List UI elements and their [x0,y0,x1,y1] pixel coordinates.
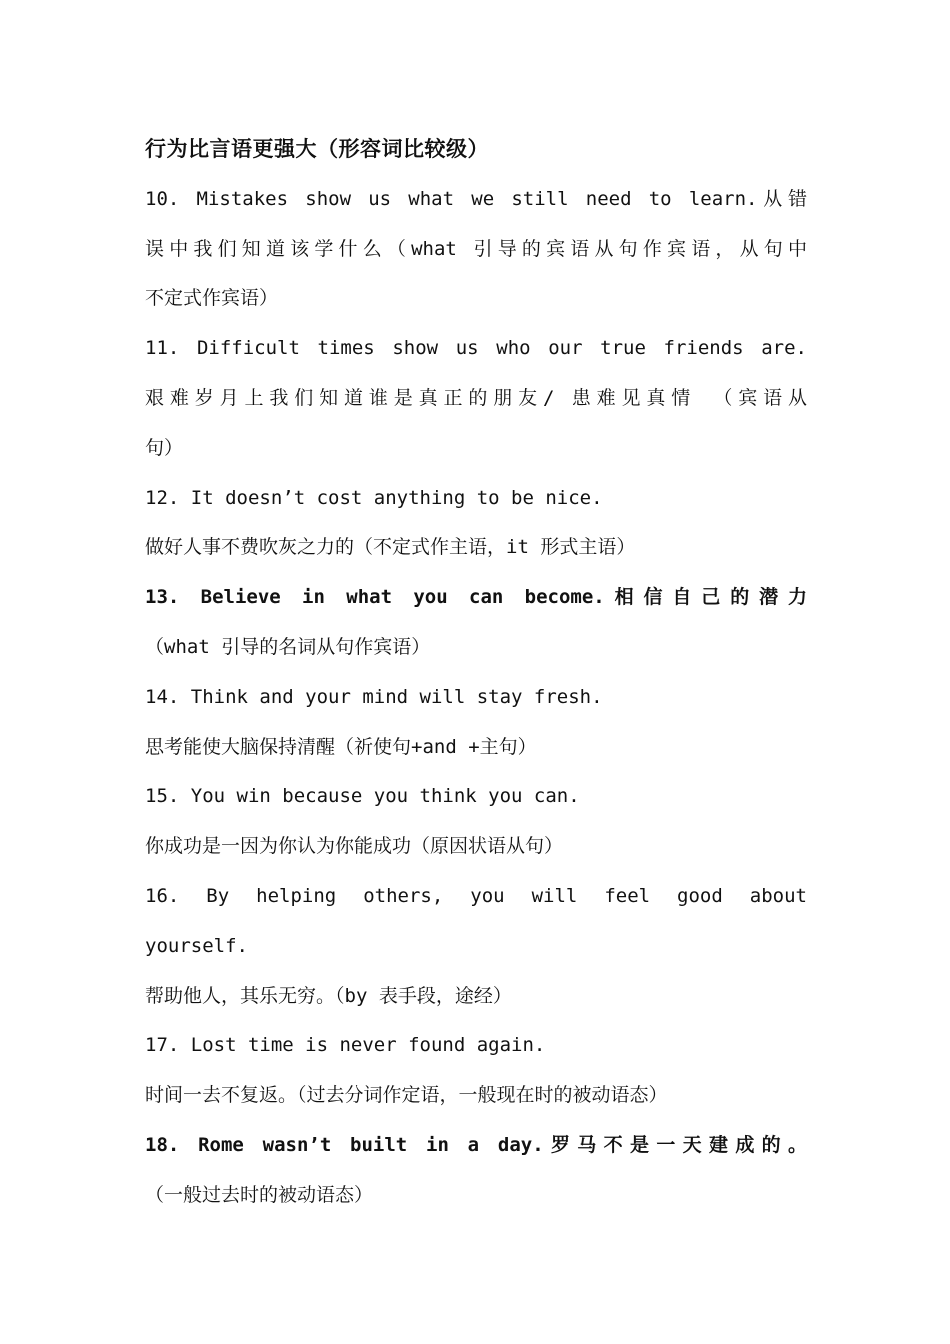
item-16-chinese: 帮助他人，其乐无穷。（by 表手段，途经） [145,984,512,1007]
item-13-english: 13. Believe in what you can become.相信自己的潜力 [145,586,807,609]
item-12-chinese: 做好人事不费吹灰之力的（不定式作主语，it 形式主语） [145,536,636,559]
item-14-chinese: 思考能使大脑保持清醒（祈使句+and +主句） [145,735,537,758]
item-16-english-cont: yourself. [145,934,248,957]
item-18-note: （一般过去时的被动语态） [145,1183,374,1206]
item-10-english: 10. Mistakes show us what we still need to learn.从错 [145,187,807,210]
item-17-english: 17. Lost time is never found again. [145,1034,546,1057]
item-12-english: 12. It doesn’t cost anything to be nice. [145,486,603,509]
item-10-chinese: 误中我们知道该学什么（what 引导的宾语从句作宾语，从句中 [145,237,807,260]
item-15-chinese: 你成功是一因为你认为你能成功（原因状语从句） [145,835,564,858]
document-page [145,125,807,1221]
item-14-english: 14. Think and your mind will stay fresh. [145,685,603,708]
item-10-note: 不定式作宾语） [145,287,279,310]
item-18-english: 18. Rome wasn’t built in a day.罗马不是一天建成的。 [145,1133,807,1156]
item-11-english: 11. Difficult times show us who our true friends are. [145,337,807,360]
item-13-note: （what 引导的名词从句作宾语） [145,635,431,658]
item-11-chinese: 艰难岁月上我们知道谁是真正的朋友/ 患难见真情 （宾语从 [145,386,807,409]
item-17-chinese: 时间一去不复返。（过去分词作定语，一般现在时的被动语态） [145,1084,668,1107]
item-16-english: 16. By helping others, you will feel good about [145,884,807,907]
item-11-note: 句） [145,436,184,459]
item-15-english: 15. You win because you think you can. [145,785,580,808]
document-title: 行为比言语更强大（形容词比较级） [145,137,489,161]
